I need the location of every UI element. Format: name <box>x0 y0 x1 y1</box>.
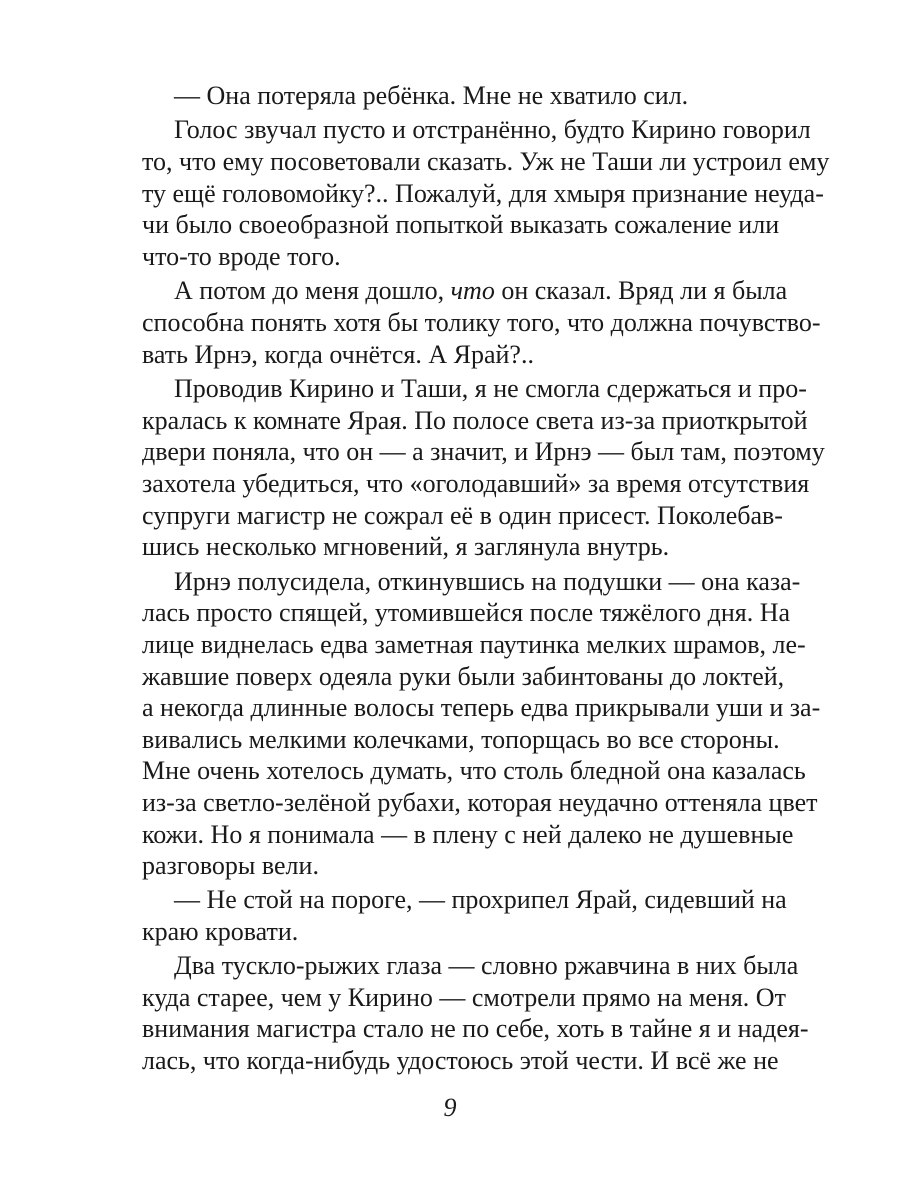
text-line: вивались мелкими колечками, топорщась во все стороны. <box>142 725 780 754</box>
text-segment: А потом до меня дошло, <box>174 276 451 305</box>
text-line: двери поняла, что он — а значит, и Ирнэ — был там, поэтому <box>142 437 825 466</box>
page-number: 9 <box>443 1093 457 1122</box>
text-line: Два тускло-рыжих глаза — словно ржавчина в них была <box>174 951 799 980</box>
text-line: ту ещё головомойку?.. Пожалуй, для хмыря признание неуда- <box>142 179 824 208</box>
text-line: захотела убедиться, что «оголодавший» за время отсутствия <box>142 469 810 498</box>
text-line: а некогда длинные волосы теперь едва прикрывали уши и за- <box>142 693 821 722</box>
text-line: жавшие поверх одеяла руки были забинтованы до локтей, <box>142 662 785 691</box>
text-line: из-за светло-зелёной рубахи, которая неудачно оттеняла цвет <box>142 788 818 817</box>
text-line: кралась к комнате Ярая. По полосе света из-за приоткрытой <box>142 406 808 435</box>
text-line: лась просто спящей, утомившейся после тяжёлого дня. На <box>142 598 791 627</box>
text-line <box>174 276 788 306</box>
text-line: чи было своеобразной попыткой выказать сожаление или <box>142 210 780 239</box>
text-line: Мне очень хотелось думать, что столь бледной она казалась <box>142 756 806 785</box>
text-line: кожи. Но я понимала — в плену с ней далеко не душевные <box>142 820 794 849</box>
text-line: куда старее, чем у Кирино — смотрели прямо на меня. От <box>142 983 786 1012</box>
text-line: — Не стой на пороге, — прохрипел Ярай, сидевший на <box>174 885 787 914</box>
text-line: шись несколько мгновений, я заглянула внутрь. <box>142 532 670 561</box>
text-line: — Она потеряла ребёнка. Мне не хватило сил. <box>174 81 689 110</box>
text-line: лице виднелась едва заметная паутинка мелких шрамов, ле- <box>142 630 806 659</box>
text-line: Голос звучал пусто и отстранённо, будто Кирино говорил <box>174 115 811 144</box>
text-line: краю кровати. <box>142 917 299 946</box>
text-segment: он сказал. Вряд ли я была <box>494 276 788 305</box>
emphasis-word: что <box>450 276 495 305</box>
text-line: Проводив Кирино и Таши, я не смогла сдержаться и про- <box>174 374 807 403</box>
text-line: внимания магистра стало не по себе, хоть в тайне я и надея- <box>142 1014 809 1043</box>
text-line: вать Ирнэ, когда очнётся. А Ярай?.. <box>142 340 534 369</box>
text-line: то, что ему посоветовали сказать. Уж не Таши ли устроил ему <box>142 147 830 176</box>
text-line: способна понять хотя бы толику того, что должна почувство- <box>142 308 821 337</box>
text-line: что-то вроде того. <box>142 242 341 271</box>
text-line: разговоры вели. <box>142 851 319 880</box>
text-line: супруги магистр не сожрал её в один присест. Поколебав- <box>142 501 783 530</box>
text-line: лась, что когда-нибудь удостоюсь этой чести. И всё же не <box>142 1046 779 1075</box>
text-line: Ирнэ полусидела, откинувшись на подушки — она каза- <box>174 567 801 596</box>
